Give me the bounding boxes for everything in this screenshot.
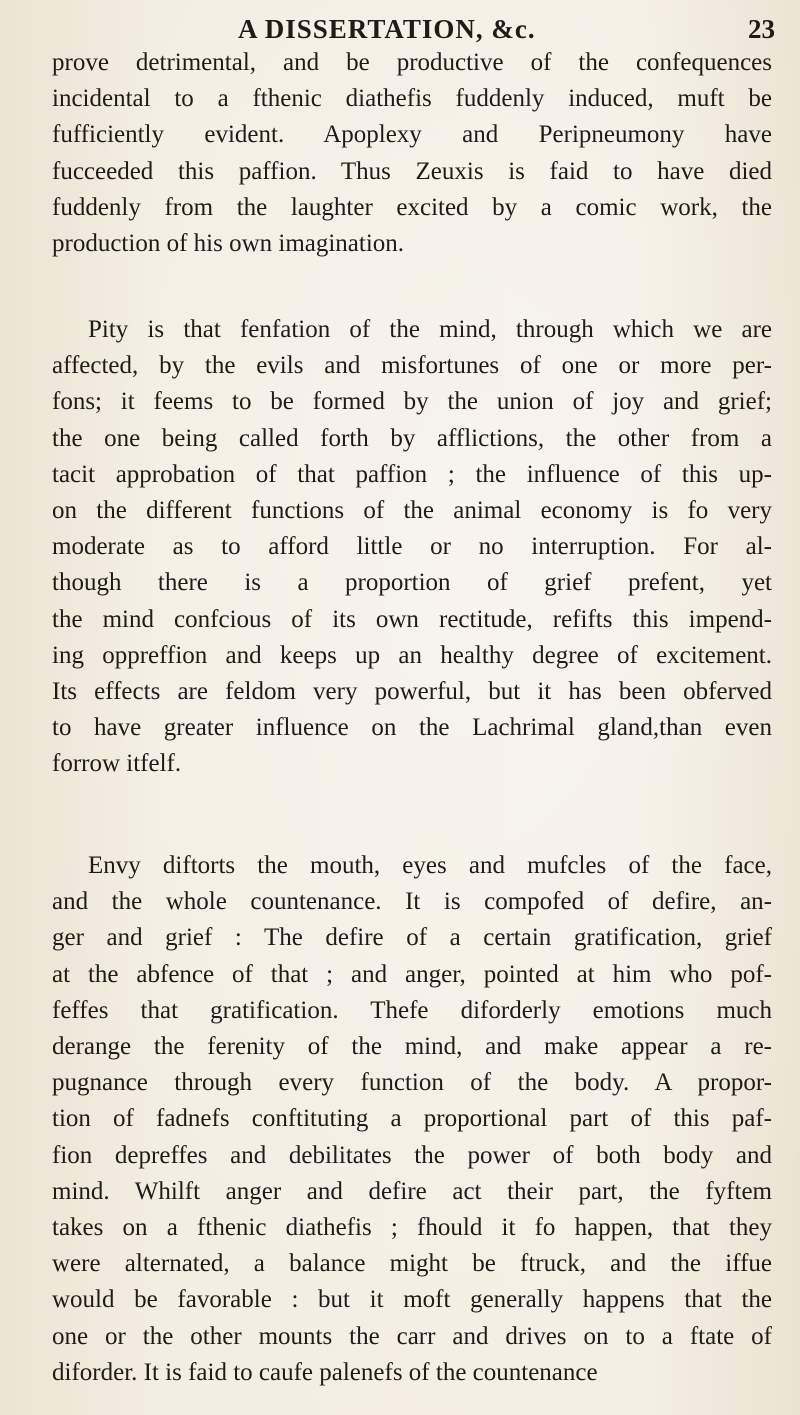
text-line: tion of fadnefs conftituting a proportional part of this paf- xyxy=(52,1105,772,1133)
text-line: moderate as to afford little or no interruption. For al- xyxy=(52,533,772,561)
text-line: ger and grief : The defire of a certain gratification, grief xyxy=(52,924,772,952)
text-line: prove detrimental, and be productive of the confequences xyxy=(52,49,772,76)
text-line: fons; it feems to be formed by the union of joy and grief; xyxy=(52,388,772,416)
text-line: Its effects are feldom very powerful, but it has been obferved xyxy=(52,678,772,705)
text-line: tacit approbation of that paffion ; the influence of this up- xyxy=(52,460,772,488)
text-line: feffes that gratification. Thefe diforderly emotions much xyxy=(52,996,772,1024)
text-line: forrow itfelf. xyxy=(52,750,182,778)
text-line: the one being called forth by afflictions, the other from a xyxy=(52,424,772,452)
text-line: to have greater influence on the Lachrimal gland,than even xyxy=(52,714,772,742)
text-line: would be favorable : but it moft generally happens that the xyxy=(52,1286,772,1314)
text-line: at the abfence of that ; and anger, pointed at him who pof- xyxy=(52,960,772,988)
text-line: affected, by the evils and misfortunes of one or more per- xyxy=(52,352,772,380)
text-line: production of his own imagination. xyxy=(52,230,405,257)
text-line: pugnance through every function of the body. A propor- xyxy=(52,1069,772,1097)
text-line: takes on a fthenic diathefis ; fhould it fo happen, that they xyxy=(52,1214,772,1241)
text-line: derange the ferenity of the mind, and make appear a re- xyxy=(52,1033,772,1060)
text-line: fufficiently evident. Apoplexy and Peripneumony have xyxy=(52,121,772,149)
text-line: diforder. It is faid to caufe palenefs of the countenance xyxy=(52,1358,598,1386)
text-line: fucceeded this paffion. Thus Zeuxis is faid to have died xyxy=(52,157,772,185)
text-line: were alternated, a balance might be ftruck, and the iffue xyxy=(52,1250,772,1278)
text-line: and the whole countenance. It is compofed of defire, an- xyxy=(52,888,772,916)
text-line: ing oppreffion and keeps up an healthy degree of excitement. xyxy=(52,641,772,669)
text-line: fion depreffes and debilitates the power of both body and xyxy=(52,1141,772,1169)
text-line: Pity is that fenfation of the mind, through which we are xyxy=(88,316,772,343)
text-line: incidental to a fthenic diathefis fuddenly induced, muft be xyxy=(52,85,772,113)
text-line: Envy diftorts the mouth, eyes and mufcles of the face, xyxy=(88,852,772,879)
page-number: 23 xyxy=(748,14,775,44)
text-line: fuddenly from the laughter excited by a comic work, the xyxy=(52,193,772,221)
text-line: the mind confcious of its own rectitude, refifts this impend- xyxy=(52,605,772,633)
text-line: though there is a proportion of grief prefent, yet xyxy=(52,569,772,597)
running-head xyxy=(0,8,800,48)
running-title: A DISSERTATION, &c. xyxy=(238,14,536,44)
text-line: one or the other mounts the carr and drives on to a ftate of xyxy=(52,1322,772,1350)
text-line: mind. Whilft anger and defire act their part, the fyftem xyxy=(52,1177,772,1205)
text-line: on the different functions of the animal economy is fo very xyxy=(52,497,772,524)
